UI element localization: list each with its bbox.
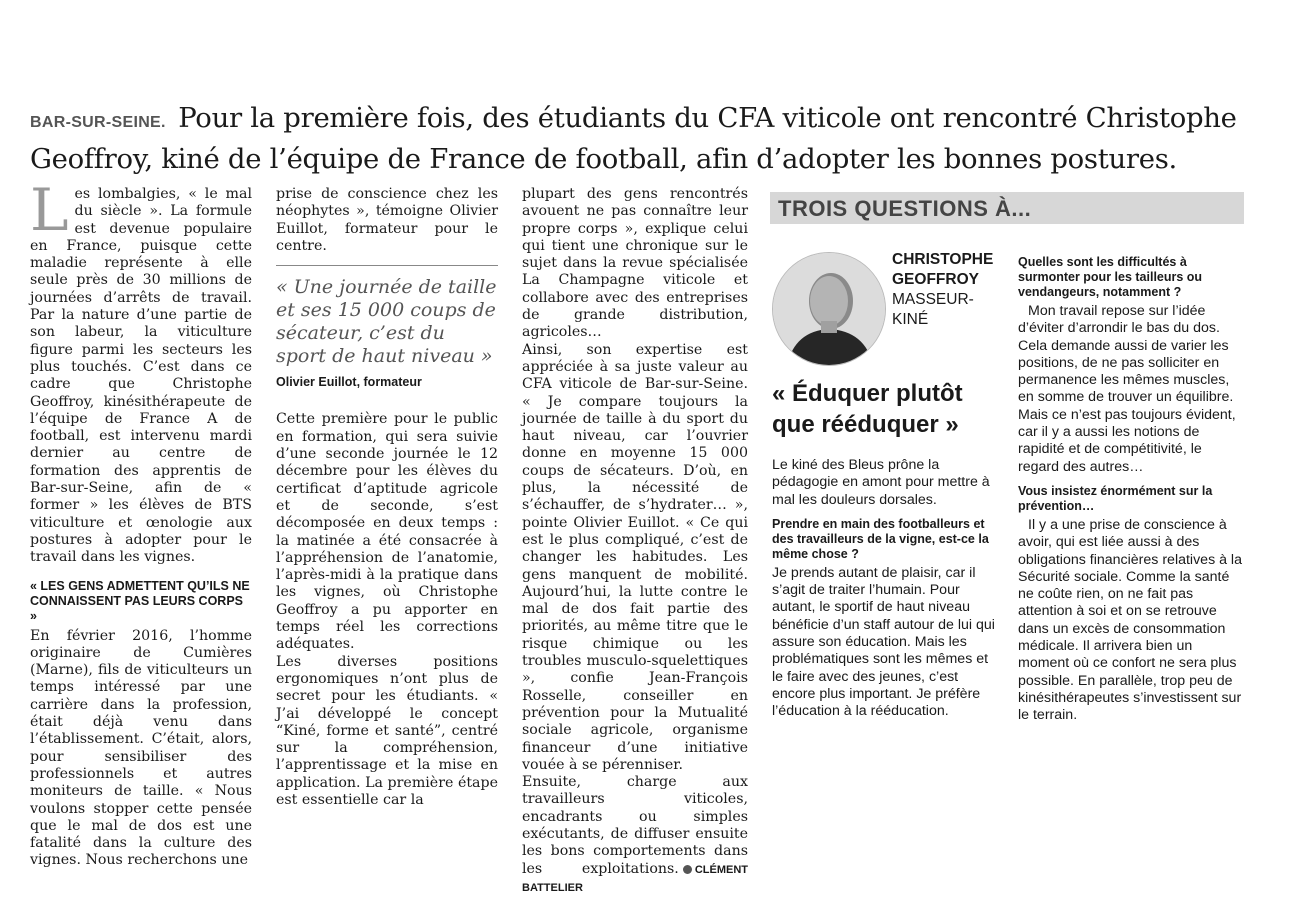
article-paragraph: Les diverses positions ergonomiques n’ont plus de secret pour les étudiants. « J’ai développé le concept “Kiné, forme et santé”, centré sur la compréhension, l’apprentissage et la mise en application. La première étape est essentielle car la: [276, 653, 498, 809]
pull-quote: « Une journée de taille et ses 15 000 coups de sécateur, c’est du sport de haut niveau »: [276, 265, 498, 368]
interview-question: Quelles sont les difficultés à surmonter pour les tailleurs ou vendangeurs, notamment ?: [1018, 255, 1203, 299]
article-paragraph: En février 2016, l’homme originaire de Cumières (Marne), fils de viticulteurs un temps intéressé par une carrière dans la profession, était déjà venu dans l’établissement. C’était, alors, pour sensibiliser des professionnels et autres moniteurs de taille. « Nous voulons stopper cette pensée que le mal de dos est une fatalité dans la culture des vignes. Nous recherchons une: [30, 627, 252, 869]
article-column-1: [30, 176, 252, 870]
interviewee-role-line: MASSEUR-: [892, 291, 974, 308]
interview-intro: Le kiné des Bleus prône la pédagogie en amont pour mettre à mal les douleurs dorsales.: [772, 457, 990, 508]
interviewee-name-line: CHRISTOPHE: [892, 251, 994, 268]
interviewee-photo: [772, 252, 886, 366]
interview-column-1: [772, 457, 1000, 721]
byline: CLÉMENT BATTELIER: [522, 863, 748, 894]
headline-kicker: BAR-SUR-SEINE.: [30, 114, 166, 131]
interview-column-2: [1018, 255, 1244, 725]
interviewee-role-line: KINÉ: [892, 311, 929, 328]
article-column-2: [276, 186, 498, 809]
interview-answer: Je prends autant de plaisir, car il s’agit de traiter l’humain. Pour autant, le sportif de haut niveau bénéficie d’un staff autour de lui qui assure son éducation. Mais les problématiques sont les mêmes et le faire avec des jeunes, c’est encore plus important. Je préfère l’éducation à la rééducation.: [772, 564, 995, 720]
article-paragraph: [522, 774, 748, 897]
portrait-icon: [773, 253, 885, 365]
headline: [30, 100, 1270, 178]
interviewee-name-line: GEOFFROY: [892, 271, 979, 288]
pull-quote-source: Olivier Euillot, formateur: [276, 375, 422, 390]
article-column-3: [522, 186, 748, 897]
interviewee-info: [892, 250, 993, 330]
interview-question: Vous insistez énormément sur la prévention…: [1018, 483, 1213, 513]
dropcap: L: [30, 176, 69, 244]
headline-text: Pour la première fois, des étudiants du CFA viticole ont rencontré Christophe Geoffroy, kiné de l’équipe de France de football, afin d’adopter les bonnes postures.: [30, 102, 1237, 175]
article-paragraph: plupart des gens rencontrés avouent ne pas connaître leur propre corps », explique celui qui tient une chronique sur le sujet dans la revue spécialisée La Champagne viticole et collabore avec des entreprises de grande distribution, agricoles…: [522, 186, 748, 341]
interview-title: « Éduquer plutôt que rééduquer »: [772, 380, 963, 438]
interview-question: Prendre en main des footballeurs et des travailleurs de la vigne, est-ce la même chose ?: [772, 516, 989, 561]
copyright-icon: [683, 865, 692, 874]
article-paragraph: prise de conscience chez les néophytes », témoigne Olivier Euillot, formateur pour le centre.: [276, 186, 498, 254]
article-paragraph: Cette première pour le public en formation, qui sera suivie d’une seconde journée le 12 décembre pour les élèves du certificat d’aptitude agricole et de seconde, s’est décomposée en deux temps : la matinée a été consacrée à l’appréhension de l’anatomie, l’après-midi à la pratique dans les vignes, où Christophe Geoffroy a pu apporter en temps réel les corrections adéquates.: [276, 411, 498, 653]
interview-header-bar: [770, 192, 1244, 224]
article-paragraph: es lombalgies, « le mal du siècle ». La formule est devenue populaire en France, puisque cette maladie représente à elle seule près de 30 millions de journées d’arrêts de travail. Par la nature d’une partie de son labeur, la viticulture figure parmi les secteurs les plus touchés. C’est dans ce cadre que Christophe Geoffroy, kinésithérapeute de l’équipe de France A de football, est intervenu mardi dernier au centre de formation des apprentis de Bar-sur-Seine, afin de « former » les élèves de BTS viticulture et œnologie aux postures à adopter pour le travail dans les vignes.: [30, 186, 252, 566]
interview-answer: Il y a une prise de conscience à avoir, qui est liée aussi à des obligations financières relatives à la Sécurité sociale. Comme la santé ne coûte rien, on ne fait pas attention à soi et on se retrouve dans un excès de consommation médicale. Il arrivera bien un moment où ce confort ne sera plus possible. En parallèle, trop peu de kinésithérapeutes s’investissent sur le terrain.: [1018, 516, 1242, 724]
article-paragraph: Ainsi, son expertise est appréciée à sa juste valeur au CFA viticole de Bar-sur-Seine. « Je compare toujours la journée de taille à du sport du haut niveau, car l’ouvrier donne en moyenne 15 000 coups de sécateurs. D’où, en plus, la nécessité de s’échauffer, de s’hydrater… », pointe Olivier Euillot. « Ce qui est le plus compliqué, c’est de changer les habitudes. Les gens manquent de mobilité. Aujourd’hui, la lutte contre le mal de dos fait partie des priorités, au même titre que le risque chimique ou les troubles musculo-squelettiques », confie Jean-François Rosselle, conseiller en prévention pour la Mutualité sociale agricole, organisme financeur d’une initiative vouée à se pérenniser.: [522, 341, 748, 773]
article-subhead: « LES GENS ADMETTENT QU’ILS NE CONNAISSENT PAS LEURS CORPS »: [30, 578, 250, 623]
interview-answer: Mon travail repose sur l’idée d’éviter d’arrondir le bas du dos. Cela demande aussi de varier les positions, de ne pas solliciter en permanence les mêmes muscles, en somme de trouver un équilibre. Mais ce n’est pas toujours évident, car il y a aussi les notions de rapidité et de compétitivité, le regard des autres…: [1018, 303, 1236, 475]
interview-header: TROIS QUESTIONS À...: [778, 196, 1032, 221]
article-paragraph-text: Ensuite, charge aux travailleurs viticoles, encadrants ou simples exécutants, de diffuser ensuite les bons comportements dans les exploitations.: [522, 774, 748, 877]
